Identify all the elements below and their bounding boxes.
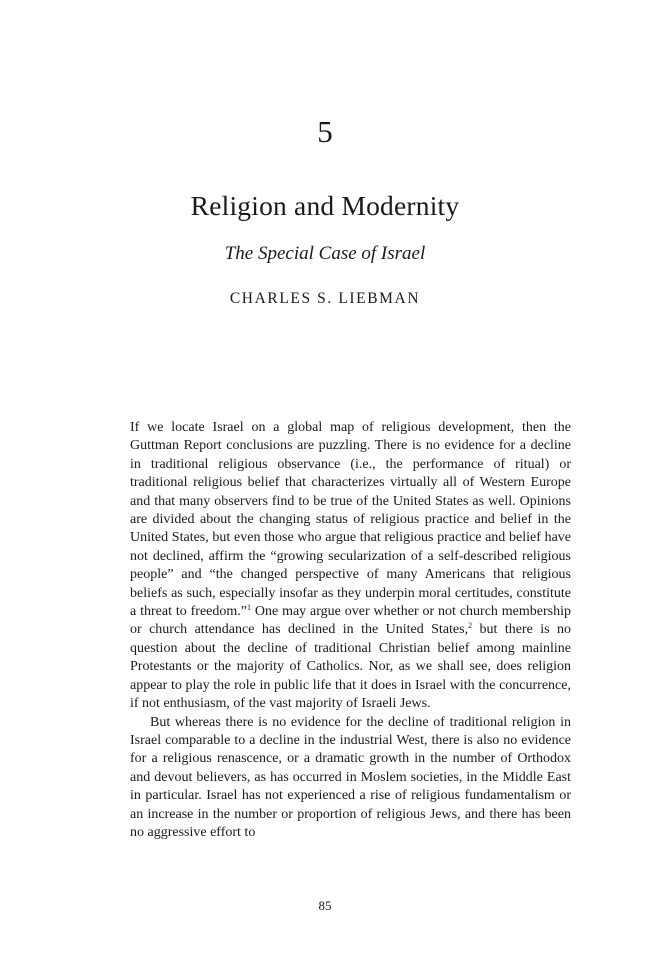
paragraph-1-part-a: If we locate Israel on a global map of religious development, then the Guttman Report conclusions are puzzling. There is no evidence for a decline in traditional religious observance (i.e., the performance of ritual) or traditional religious belief that characterizes virtually all of Western Europe and that many observers find to be true of the United States as well. Opinions are divided about the changing status of religious practice and belief in the United States, but even those who argue that religious practice and belief have not declined, affirm the “growing secularization of a self-described religious people” and “the changed perspective of many Americans that religious beliefs as such, especially insofar as they underpin moral certitudes, constitute a threat to freedom.” (130, 420, 571, 620)
paragraph-1-part-b: One may argue over whether or not church membership or church attendance has declined in the United States, (130, 604, 571, 638)
page-number: 85 (318, 898, 332, 913)
paragraph-1-part-c: but there is no question about the decline of traditional Christian belief among mainline Protestants or the majority of Catholics. Nor, as we shall see, does religion appear to play the role in public life that it does in Israel with the concurrence, if not enthusiasm, of the vast majority of Israeli Jews. (130, 622, 571, 712)
body-text (130, 419, 571, 842)
paragraph-2: But whereas there is no evidence for the decline of traditional religion in Israel comparable to a decline in the industrial West, there is also no evidence for a religious renascence, or a dramatic growth in the number of Orthodox and devout believers, as has occurred in Moslem societies, in the Middle East in particular. Israel has not experienced a rise of religious fundamentalism or an increase in the number or proportion of religious Jews, and there has been no aggressive effort to (130, 714, 571, 840)
chapter-subtitle: The Special Case of Israel (224, 243, 426, 264)
footnote-marker-1: 1 (246, 603, 251, 613)
author-name: CHARLES S. LIEBMAN (229, 290, 421, 307)
footnote-marker-2: 2 (468, 621, 473, 631)
chapter-title: Religion and Modernity (190, 190, 460, 221)
chapter-number: 5 (317, 114, 333, 149)
paragraph-1 (130, 419, 571, 714)
